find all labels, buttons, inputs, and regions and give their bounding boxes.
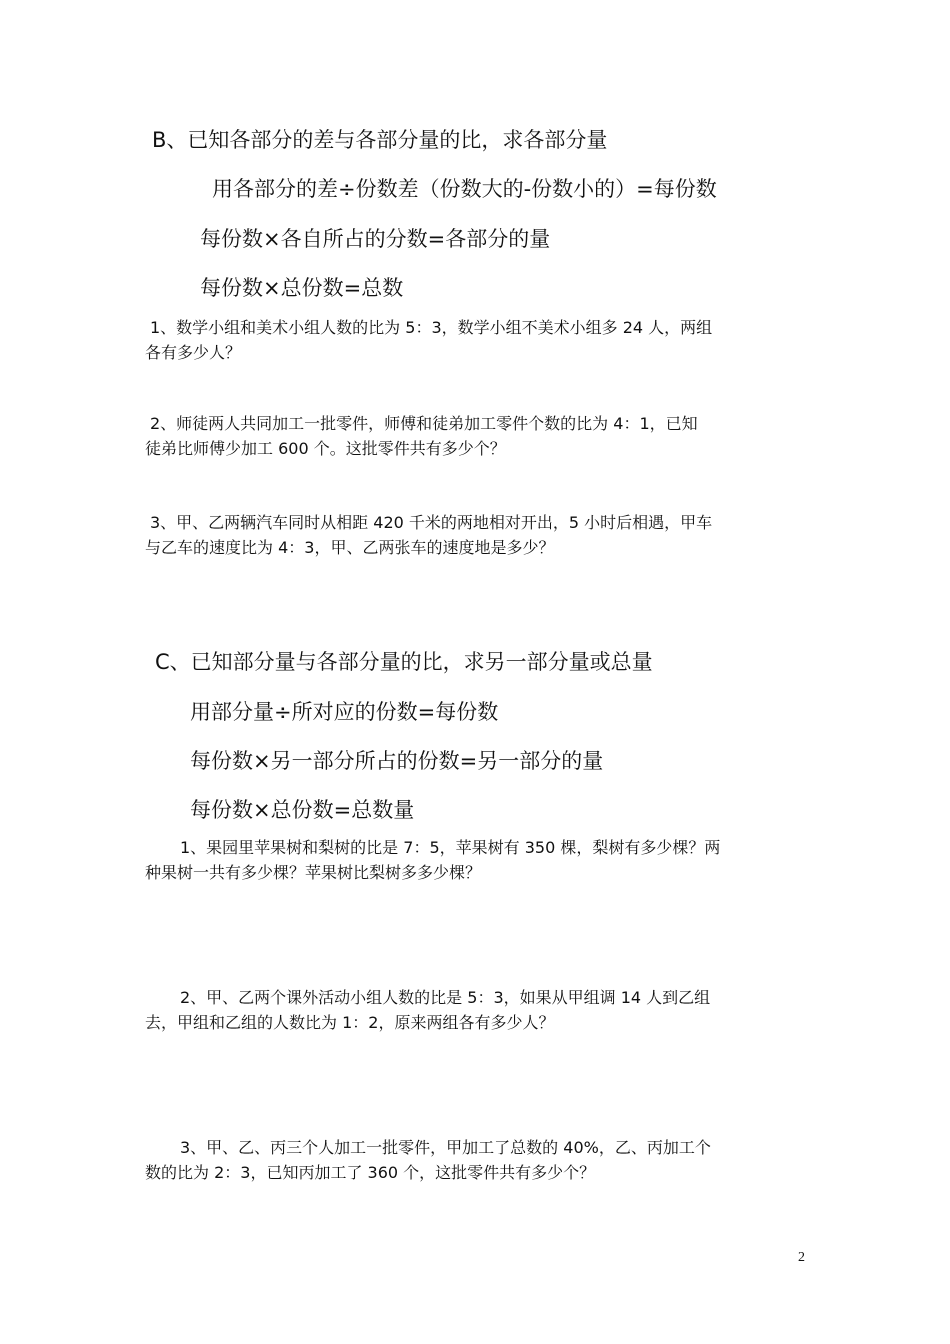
section-b-formula-3: 每份数×总份数=总数 [200, 276, 404, 300]
section-b-problem-3-line-1: 3、甲、乙两辆汽车同时从相距 420 千米的两地相对开出，5 小时后相遇，甲车 [150, 513, 713, 532]
section-b-problem-3-line-2: 与乙车的速度比为 4：3，甲、乙两张车的速度地是多少？ [145, 538, 555, 557]
section-b-formula-1: 用各部分的差÷份数差（份数大的-份数小的）=每份数 [212, 177, 717, 201]
section-c-formula-1: 用部分量÷所对应的份数=每份数 [190, 700, 499, 724]
section-b-problem-2-line-1: 2、师徒两人共同加工一批零件，师傅和徒弟加工零件个数的比为 4：1，已知 [150, 414, 698, 433]
section-c-formula-2: 每份数×另一部分所占的份数=另一部分的量 [190, 749, 604, 773]
section-b-heading: B、已知各部分的差与各部分量的比，求各部分量 [152, 128, 608, 152]
section-b-formula-2: 每份数×各自所占的分数=各部分的量 [200, 227, 551, 251]
section-b-problem-1-line-1: 1、数学小组和美术小组人数的比为 5：3，数学小组不美术小组多 24 人，两组 [150, 318, 713, 337]
section-c-heading: C、已知部分量与各部分量的比，求另一部分量或总量 [155, 650, 653, 674]
section-c-problem-1-line-1: 1、果园里苹果树和梨树的比是 7：5，苹果树有 350 棵，梨树有多少棵？两 [180, 838, 721, 857]
section-b-problem-1-line-2: 各有多少人？ [145, 343, 242, 362]
section-c-problem-3-line-1: 3、甲、乙、丙三个人加工一批零件，甲加工了总数的 40%，乙、丙加工个 [180, 1138, 711, 1157]
page-number: 2 [798, 1250, 805, 1265]
section-c-problem-1-line-2: 种果树一共有多少棵？苹果树比梨树多多少棵？ [145, 863, 482, 882]
section-c-formula-3: 每份数×总份数=总数量 [190, 798, 415, 822]
section-c-problem-2-line-1: 2、甲、乙两个课外活动小组人数的比是 5：3，如果从甲组调 14 人到乙组 [180, 988, 711, 1007]
section-b-problem-2-line-2: 徒弟比师傅少加工 600 个。这批零件共有多少个？ [145, 439, 506, 458]
section-c-problem-2-line-2: 去，甲组和乙组的人数比为 1：2，原来两组各有多少人？ [145, 1013, 555, 1032]
section-c-problem-3-line-2: 数的比为 2：3，已知丙加工了 360 个，这批零件共有多少个？ [145, 1163, 596, 1182]
